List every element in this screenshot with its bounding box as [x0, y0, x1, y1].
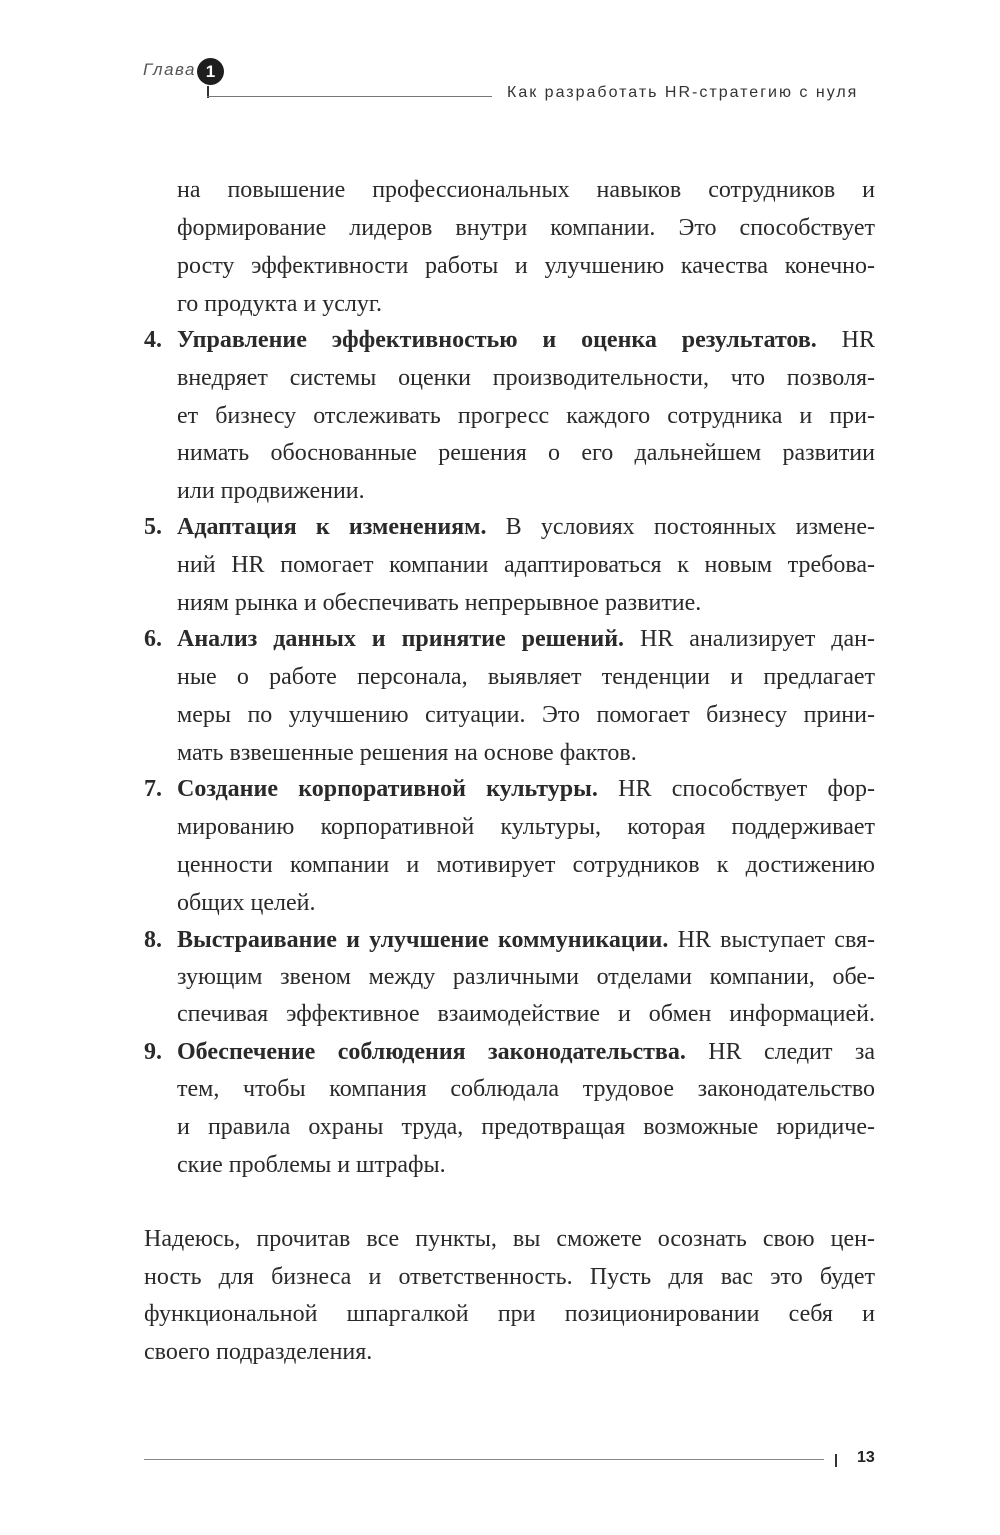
chapter-label: Глава [143, 60, 196, 79]
running-title: Как разработать HR-стратегию с нуля [507, 84, 859, 101]
list-item-number: 5. [144, 514, 162, 540]
list-item-first-line [177, 620, 875, 658]
list-item-heading: Выстраивание и улучшение коммуникации. [177, 927, 669, 953]
paragraph-line: росту эффективности работы и улучшению качества конечно- [177, 253, 875, 279]
footer-tick [835, 1454, 837, 1467]
list-item-first-line [177, 921, 875, 959]
list-item-number: 9. [144, 1039, 162, 1065]
list-item-line: ценности компании и мотивирует сотрудников к достижению [177, 852, 875, 878]
list-item-number: 6. [144, 626, 162, 652]
list-item-heading: Анализ данных и принятие решений. [177, 626, 625, 652]
list-item-number: 4. [144, 327, 162, 353]
list-item-heading: Адаптация к изменениям. [177, 514, 487, 540]
list-item-line: спечивая эффективное взаимодействие и обмен информацией. [177, 1001, 875, 1027]
paragraph-line: на повышение профессиональных навыков сотрудников и [177, 177, 875, 203]
paragraph-line: ность для бизнеса и ответственность. Пусть для вас это будет [144, 1264, 875, 1290]
list-item-first-line [177, 508, 875, 546]
list-item-heading: Создание корпоративной культуры. [177, 776, 598, 802]
paragraph-line: своего подразделения. [144, 1339, 373, 1365]
list-item-line: ниям рынка и обеспечивать непрерывное развитие. [177, 590, 702, 616]
list-item-line: мированию корпоративной культуры, которая поддерживает [177, 814, 875, 840]
list-item-heading: Управление эффективностью и оценка результатов. [177, 327, 817, 353]
page-number: 13 [857, 1449, 875, 1466]
list-item-line: нимать обоснованные решения о его дальнейшем развитии [177, 440, 875, 466]
list-item-line: меры по улучшению ситуации. Это помогает бизнесу прини- [177, 702, 875, 728]
list-item-line: и правила охраны труда, предотвращая возможные юридиче- [177, 1114, 875, 1140]
list-item-text: HR выступает свя- [677, 927, 875, 953]
list-item-first-line [177, 321, 875, 359]
list-item-line: ские проблемы и штрафы. [177, 1152, 446, 1178]
header-rule [207, 96, 492, 97]
footer-rule [144, 1459, 824, 1460]
list-item-line: ет бизнесу отслеживать прогресс каждого сотрудника и при- [177, 403, 875, 429]
list-item-number: 8. [144, 927, 162, 953]
list-item-line: тем, чтобы компания соблюдала трудовое законодательство [177, 1076, 875, 1102]
list-item-line: общих целей. [177, 890, 316, 916]
running-header [0, 0, 1000, 120]
list-item-text: HR способствует фор- [618, 776, 875, 802]
list-item-text: HR следит за [708, 1039, 875, 1065]
list-item-heading: Обеспечение соблюдения законодательства. [177, 1039, 686, 1065]
list-item-text: HR [841, 327, 875, 353]
list-item-line: или продвижении. [177, 478, 365, 504]
list-item-text: HR анализирует дан- [640, 626, 875, 652]
list-item-line: ные о работе персонала, выявляет тенденции и предлагает [177, 664, 875, 690]
paragraph-line: формирование лидеров внутри компании. Это способствует [177, 215, 875, 241]
list-item-number: 7. [144, 776, 162, 802]
list-item-text: В условиях постоянных измене- [505, 514, 875, 540]
list-item-first-line [177, 1033, 875, 1071]
list-item-line: зующим звеном между различными отделами компании, обе- [177, 964, 875, 990]
list-item-line: внедряет системы оценки производительности, что позволя- [177, 365, 875, 391]
chapter-number-badge: 1 [197, 58, 224, 85]
paragraph-line: го продукта и услуг. [177, 291, 382, 317]
list-item-first-line [177, 770, 875, 808]
list-item-line: ний HR помогает компании адаптироваться к новым требова- [177, 552, 875, 578]
paragraph-line: Надеюсь, прочитав все пункты, вы сможете осознать свою цен- [144, 1226, 875, 1252]
list-item-line: мать взвешенные решения на основе фактов. [177, 740, 637, 766]
paragraph-line: функциональной шпаргалкой при позиционировании себя и [144, 1301, 875, 1327]
